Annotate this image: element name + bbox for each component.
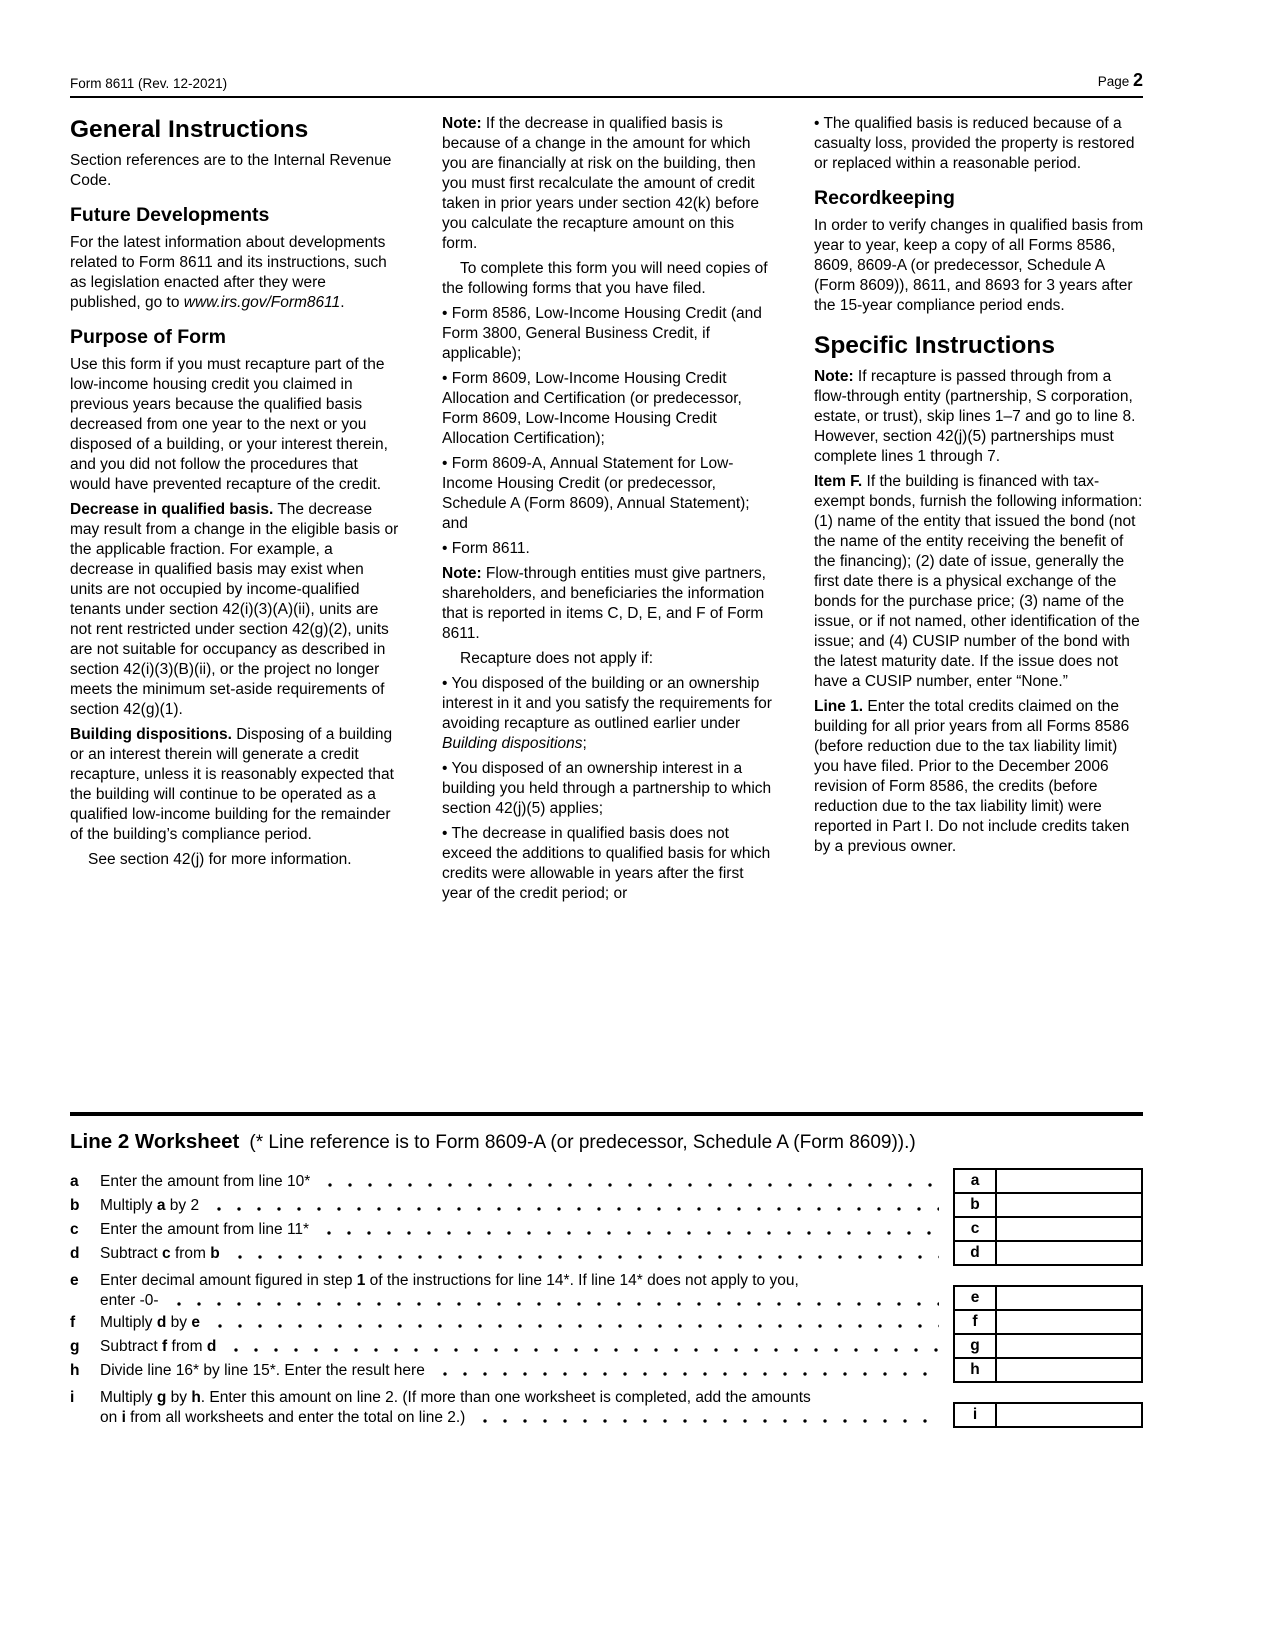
- page-indicator: [1098, 70, 1143, 91]
- form-revision-label: Form 8611 (Rev. 12-2021): [70, 76, 228, 91]
- row-amount-field[interactable]: [997, 1285, 1143, 1311]
- dot-leader: [319, 1230, 939, 1236]
- worksheet-row-f: [70, 1309, 1143, 1335]
- paragraph: Line 1. Enter the total credits claimed on the building for all prior years from all Forms 8586 (before reduction due to the tax liability limit) you have filed. Prior to the December 2006 revision of Form 8586, the credits (before reduction due to the tax liability limit) were reported in Part I. Do not include credits taken by a previous owner.: [814, 698, 1130, 855]
- worksheet-subtitle: (* Line reference is to Form 8609-A (or predecessor, Schedule A (Form 8609)).): [249, 1132, 916, 1153]
- bullet-item: • The qualified basis is reduced because of a casualty loss, provided the property is restored or replaced within a reasonable period.: [814, 115, 1135, 172]
- row-text: Enter the amount from line 11*: [100, 1216, 953, 1240]
- row-letter-box: b: [953, 1192, 997, 1218]
- row-letter: a: [70, 1173, 79, 1190]
- worksheet-row-e: [70, 1267, 1143, 1311]
- bullet-item: • You disposed of the building or an ownership interest in it and you satisfy the requirements for avoiding recapture as outlined earlier under Building dispositions;: [442, 675, 772, 752]
- row-amount-field[interactable]: [997, 1240, 1143, 1266]
- row-letter: i: [70, 1389, 75, 1406]
- row-amount-field[interactable]: [997, 1168, 1143, 1194]
- dot-leader: [230, 1254, 939, 1260]
- row-text: Enter the amount from line 10*: [100, 1168, 953, 1192]
- general-instructions-heading: General Instructions: [70, 116, 309, 143]
- row-letter: c: [70, 1221, 79, 1238]
- row-text: Multiply g by h. Enter this amount on line 2. (If more than one worksheet is completed, add the amounts on i from all worksheets and enter the total on line 2.): [100, 1384, 953, 1428]
- paragraph: To complete this form you will need copies of the following forms that you have filed.: [442, 260, 768, 297]
- page-label: Page: [1097, 74, 1130, 89]
- worksheet-row-i: [70, 1384, 1143, 1428]
- dot-leader: [209, 1206, 939, 1212]
- paragraph: Item F. If the building is financed with tax-exempt bonds, furnish the following information: (1) name of the entity that issued the bond (not the name of the entity receiving the benefit of the financing); (2) date of issue, generally the first date there is a physical exchange of the bonds for the purchase price; (3) name of the issue, or if not named, other identification of the issue; and (4) CUSIP number of the bond with the latest maturity date. If the issue does not have a CUSIP number, enter “None.”: [814, 473, 1143, 690]
- row-text: Divide line 16* by line 15*. Enter the result here: [100, 1357, 953, 1381]
- worksheet-title: Line 2 Worksheet: [70, 1130, 240, 1153]
- paragraph: Decrease in qualified basis. The decrease may result from a change in the eligible basis or the applicable fraction. For example, a decrease in qualified basis may exist when units are not occupied by income-qualified tenants under section 42(i)(3)(A)(ii), units are not rent restricted under section 42(g)(2), units are not suitable for occupancy as described in section 42(i)(3)(B)(ii), or the project no longer meets the minimum set-aside requirements of section 42(g)(1).: [70, 501, 399, 718]
- column-3: [814, 114, 1144, 1092]
- row-letter-box: h: [953, 1357, 997, 1383]
- paragraph: Note: If recapture is passed through from a flow-through entity (partnership, S corporation, estate, or trust), skip lines 1–7 and go to line 8. However, section 42(j)(5) partnerships must complete lines 1 through 7.: [814, 368, 1136, 465]
- column-1: [70, 114, 400, 1092]
- worksheet-row-d: [70, 1240, 1143, 1266]
- bullet-item: • The decrease in qualified basis does not exceed the additions to qualified basis for which credits were allowable in years after the first year of the credit period; or: [442, 825, 771, 902]
- bullet-item: • Form 8609-A, Annual Statement for Low-Income Housing Credit (or predecessor, Schedule A (Form 8609), Annual Statement); and: [442, 455, 750, 532]
- paragraph: Building dispositions. Disposing of a building or an interest therein will generate a credit recapture, unless it is reasonably expected that the building will continue to be operated as a qualified low-income building for the remainder of the building’s compliance period.: [70, 726, 394, 843]
- paragraph: See section 42(j) for more information.: [88, 851, 352, 868]
- row-amount-field[interactable]: [997, 1357, 1143, 1383]
- worksheet-row-b: [70, 1192, 1143, 1218]
- recordkeeping-heading: Recordkeeping: [814, 187, 955, 209]
- bullet-item: • Form 8586, Low-Income Housing Credit (and Form 3800, General Business Credit, if applicable);: [442, 305, 762, 362]
- row-letter-box: f: [953, 1309, 997, 1335]
- dot-leader: [169, 1301, 939, 1307]
- row-text: Enter decimal amount figured in step 1 of the instructions for line 14*. If line 14* does not apply to you, enter -0-: [100, 1267, 953, 1311]
- dot-leader: [475, 1418, 939, 1424]
- bullet-item: • Form 8611.: [442, 540, 530, 557]
- row-text: Multiply a by 2: [100, 1192, 953, 1216]
- paragraph: For the latest information about developments related to Form 8611 and its instructions, such as legislation enacted after they were published, go to www.irs.gov/Form8611.: [70, 234, 387, 311]
- paragraph: In order to verify changes in qualified basis from year to year, keep a copy of all Forms 8586, 8609, 8609-A (or predecessor, Schedule A (Form 8609)), 8611, and 8693 for 3 years after the 15-year compliance period ends.: [814, 217, 1144, 314]
- row-amount-field[interactable]: [997, 1216, 1143, 1242]
- row-amount-field[interactable]: [997, 1333, 1143, 1359]
- page-header: [70, 70, 1143, 98]
- row-letter: b: [70, 1197, 80, 1214]
- bullet-item: • Form 8609, Low-Income Housing Credit Allocation and Certification (or predecessor, Form 8609, Low-Income Housing Credit Allocation Certification);: [442, 370, 742, 447]
- row-text: Subtract c from b: [100, 1240, 953, 1264]
- specific-instructions-heading: Specific Instructions: [814, 332, 1055, 359]
- row-text: Multiply d by e: [100, 1309, 953, 1333]
- row-text: Subtract f from d: [100, 1333, 953, 1357]
- row-letter: f: [70, 1314, 76, 1331]
- row-amount-field[interactable]: [997, 1192, 1143, 1218]
- bullet-item: • You disposed of an ownership interest in a building you held through a partnership to which section 42(j)(5) applies;: [442, 760, 772, 817]
- worksheet-header: [70, 1130, 1143, 1154]
- row-amount-field[interactable]: [997, 1402, 1143, 1428]
- row-letter-box: g: [953, 1333, 997, 1359]
- row-letter: g: [70, 1338, 80, 1355]
- dot-leader: [226, 1347, 939, 1353]
- paragraph: Recapture does not apply if:: [460, 650, 654, 667]
- column-2: [442, 114, 772, 1092]
- paragraph: Section references are to the Internal Revenue Code.: [70, 152, 392, 189]
- row-letter-box: d: [953, 1240, 997, 1266]
- worksheet-row-c: [70, 1216, 1143, 1242]
- row-amount-field[interactable]: [997, 1309, 1143, 1335]
- row-letter-box: e: [953, 1285, 997, 1311]
- worksheet-rows: [70, 1168, 1143, 1428]
- worksheet-row-h: [70, 1357, 1143, 1383]
- row-letter: h: [70, 1362, 80, 1379]
- row-letter-box: a: [953, 1168, 997, 1194]
- row-letter: d: [70, 1245, 80, 1262]
- purpose-of-form-heading: Purpose of Form: [70, 326, 227, 348]
- page-number: 2: [1132, 70, 1143, 90]
- future-developments-heading: Future Developments: [70, 204, 270, 226]
- instructions-columns: [70, 114, 1143, 1092]
- dot-leader: [320, 1182, 939, 1188]
- paragraph: Use this form if you must recapture part of the low-income housing credit you claimed in previous years because the qualified basis decreased from one year to the next or you disposed of a building, or your interest therein, and you did not follow the procedures that would have prevented recapture of the credit.: [70, 356, 388, 493]
- dot-leader: [210, 1323, 939, 1329]
- paragraph: Note: Flow-through entities must give partners, shareholders, and beneficiaries the information that is reported in items C, D, E, and F of Form 8611.: [442, 565, 766, 642]
- dot-leader: [435, 1371, 939, 1377]
- row-letter-box: i: [953, 1402, 997, 1428]
- line-2-worksheet: [70, 1112, 1143, 1428]
- worksheet-row-g: [70, 1333, 1143, 1359]
- row-letter-box: c: [953, 1216, 997, 1242]
- paragraph: Note: If the decrease in qualified basis is because of a change in the amount for which you are financially at risk on the building, then you must first recalculate the amount of credit taken in prior years under section 42(k) before you calculate the recapture amount on this form.: [442, 115, 760, 252]
- row-letter: e: [70, 1272, 79, 1289]
- worksheet-row-a: [70, 1168, 1143, 1194]
